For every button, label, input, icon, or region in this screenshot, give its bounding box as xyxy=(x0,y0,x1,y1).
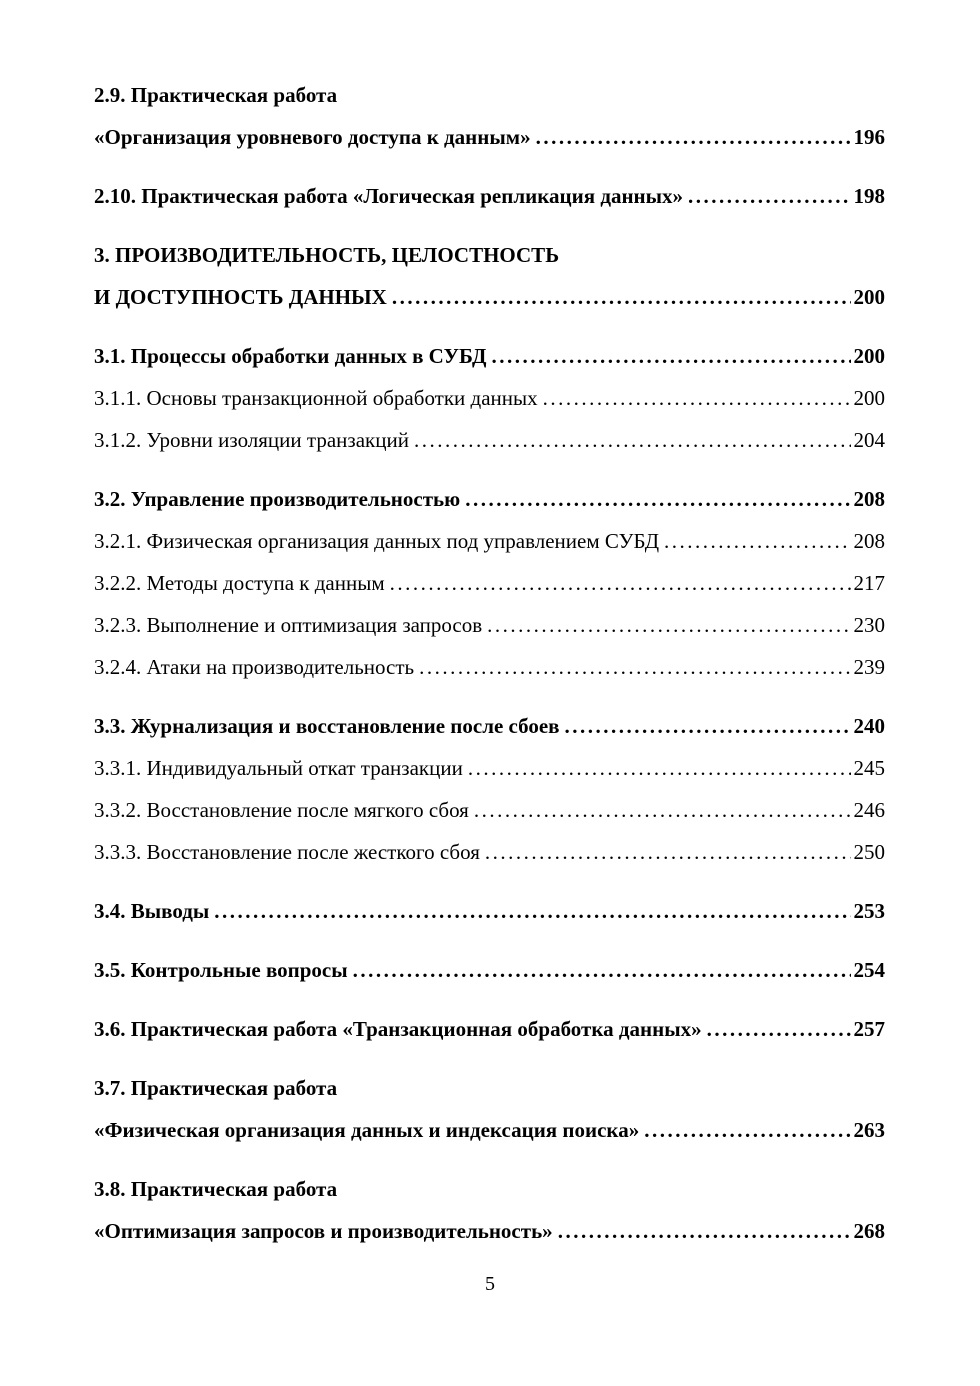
toc-entry-line xyxy=(94,831,885,873)
dot-leader xyxy=(688,175,850,217)
toc-entry-title: 3.3.3. Восстановление после жесткого сбоя xyxy=(94,840,480,864)
toc-page-number: 200 xyxy=(853,344,885,368)
toc-entry xyxy=(94,520,885,562)
toc-entry-line xyxy=(94,478,885,520)
toc-entry-line xyxy=(94,1210,885,1252)
dot-leader xyxy=(565,705,851,747)
dot-leader xyxy=(474,789,851,831)
dot-leader xyxy=(558,1210,851,1252)
toc-entry xyxy=(94,562,885,604)
toc-page-number: 208 xyxy=(853,487,885,511)
toc-entry-line xyxy=(94,74,885,116)
dot-leader xyxy=(487,604,850,646)
toc-entry-line xyxy=(94,890,885,932)
toc-entry xyxy=(94,831,885,873)
toc-entry-line xyxy=(94,604,885,646)
toc-entry-title: 2.10. Практическая работа «Логическая репликация данных» xyxy=(94,184,684,208)
dot-leader xyxy=(465,478,850,520)
toc-page-number: 208 xyxy=(853,529,885,553)
toc-entry-title: 3.7. Практическая работа xyxy=(94,1076,338,1100)
toc-entry-line xyxy=(94,276,885,318)
toc-entry-title: 3.1.2. Уровни изоляции транзакций xyxy=(94,428,409,452)
toc-page-number: 239 xyxy=(853,655,885,679)
toc-entry-title: 3.2.3. Выполнение и оптимизация запросов xyxy=(94,613,483,637)
page-number: 5 xyxy=(485,1273,495,1295)
toc-entry xyxy=(94,478,885,520)
toc-entry-title: 3.2.4. Атаки на производительность xyxy=(94,655,415,679)
toc-entry-line xyxy=(94,116,885,158)
toc-entry-line xyxy=(94,175,885,217)
toc-page-number: 217 xyxy=(853,571,885,595)
toc-page-number: 250 xyxy=(853,840,885,864)
toc-entry-line xyxy=(94,1067,885,1109)
toc-page-number: 246 xyxy=(853,798,885,822)
toc-entry-line xyxy=(94,789,885,831)
toc-entry xyxy=(94,789,885,831)
dot-leader xyxy=(353,949,851,991)
toc-entry-title: 3.3. Журнализация и восстановление после сбоев xyxy=(94,714,560,738)
toc-entry-title: 2.9. Практическая работа xyxy=(94,83,338,107)
dot-leader xyxy=(543,377,851,419)
toc-entry-title: 3.2. Управление производительностью xyxy=(94,487,461,511)
toc-entry-line xyxy=(94,705,885,747)
toc-entry xyxy=(94,705,885,747)
toc-entry xyxy=(94,747,885,789)
toc-entry-title: 3.6. Практическая работа «Транзакционная обработка данных» xyxy=(94,1017,702,1041)
toc-entry xyxy=(94,949,885,991)
toc-entry xyxy=(94,890,885,932)
toc-entry-title: 3.2.1. Физическая организация данных под управлением СУБД xyxy=(94,529,660,553)
toc-page-number: 254 xyxy=(853,958,885,982)
toc-page-number: 245 xyxy=(853,756,885,780)
toc-entry-line xyxy=(94,747,885,789)
dot-leader xyxy=(414,419,851,461)
toc-entry-title: 3. ПРОИЗВОДИТЕЛЬНОСТЬ, ЦЕЛОСТНОСТЬ xyxy=(94,243,560,267)
toc-entry-line xyxy=(94,646,885,688)
toc-entry-line xyxy=(94,1008,885,1050)
toc-entry-line xyxy=(94,335,885,377)
toc-page-number: 196 xyxy=(853,125,885,149)
toc-entry-title: «Организация уровневого доступа к данным» xyxy=(94,125,531,149)
toc-entry-line xyxy=(94,562,885,604)
dot-leader xyxy=(390,562,851,604)
dot-leader xyxy=(468,747,851,789)
toc-page-number: 263 xyxy=(853,1118,885,1142)
toc-page-number: 200 xyxy=(853,285,885,309)
dot-leader xyxy=(664,520,850,562)
dot-leader xyxy=(392,276,851,318)
toc-entry xyxy=(94,419,885,461)
dot-leader xyxy=(536,116,851,158)
toc-entry-line xyxy=(94,377,885,419)
dot-leader xyxy=(707,1008,851,1050)
toc-page-number: 200 xyxy=(853,386,885,410)
toc-entry-title: 3.5. Контрольные вопросы xyxy=(94,958,348,982)
toc-page-number: 230 xyxy=(853,613,885,637)
toc-entry-title: 3.2.2. Методы доступа к данным xyxy=(94,571,385,595)
toc-page-number: 257 xyxy=(853,1017,885,1041)
toc-entry xyxy=(94,646,885,688)
toc-entry-title: 3.1. Процессы обработки данных в СУБД xyxy=(94,344,487,368)
toc-entry-line xyxy=(94,1109,885,1151)
toc-entry xyxy=(94,234,885,318)
dot-leader xyxy=(419,646,850,688)
toc-entry-title: 3.3.1. Индивидуальный откат транзакции xyxy=(94,756,463,780)
toc-entry xyxy=(94,335,885,377)
toc-page-number: 198 xyxy=(853,184,885,208)
table-of-contents xyxy=(94,74,885,1252)
toc-entry xyxy=(94,377,885,419)
toc-entry-title: 3.8. Практическая работа xyxy=(94,1177,338,1201)
toc-entry-title: 3.1.1. Основы транзакционной обработки данных xyxy=(94,386,538,410)
toc-page-number: 253 xyxy=(853,899,885,923)
toc-entry-line xyxy=(94,1168,885,1210)
toc-entry xyxy=(94,74,885,158)
toc-entry-title: «Физическая организация данных и индексация поиска» xyxy=(94,1118,640,1142)
dot-leader xyxy=(644,1109,850,1151)
toc-entry-title: 3.4. Выводы xyxy=(94,899,210,923)
toc-entry-title: И ДОСТУПНОСТЬ ДАННЫХ xyxy=(94,285,387,309)
toc-page-number: 268 xyxy=(853,1219,885,1243)
toc-entry-line xyxy=(94,520,885,562)
toc-entry-line xyxy=(94,949,885,991)
toc-page-number: 204 xyxy=(853,428,885,452)
toc-entry xyxy=(94,1168,885,1252)
dot-leader xyxy=(485,831,851,873)
toc-entry xyxy=(94,175,885,217)
toc-entry-line xyxy=(94,234,885,276)
toc-entry-line xyxy=(94,419,885,461)
toc-entry-title: «Оптимизация запросов и производительность» xyxy=(94,1219,553,1243)
toc-page-number: 240 xyxy=(853,714,885,738)
toc-entry xyxy=(94,1008,885,1050)
toc-entry xyxy=(94,1067,885,1151)
toc-entry xyxy=(94,604,885,646)
toc-entry-title: 3.3.2. Восстановление после мягкого сбоя xyxy=(94,798,469,822)
dot-leader xyxy=(492,335,851,377)
dot-leader xyxy=(214,890,850,932)
